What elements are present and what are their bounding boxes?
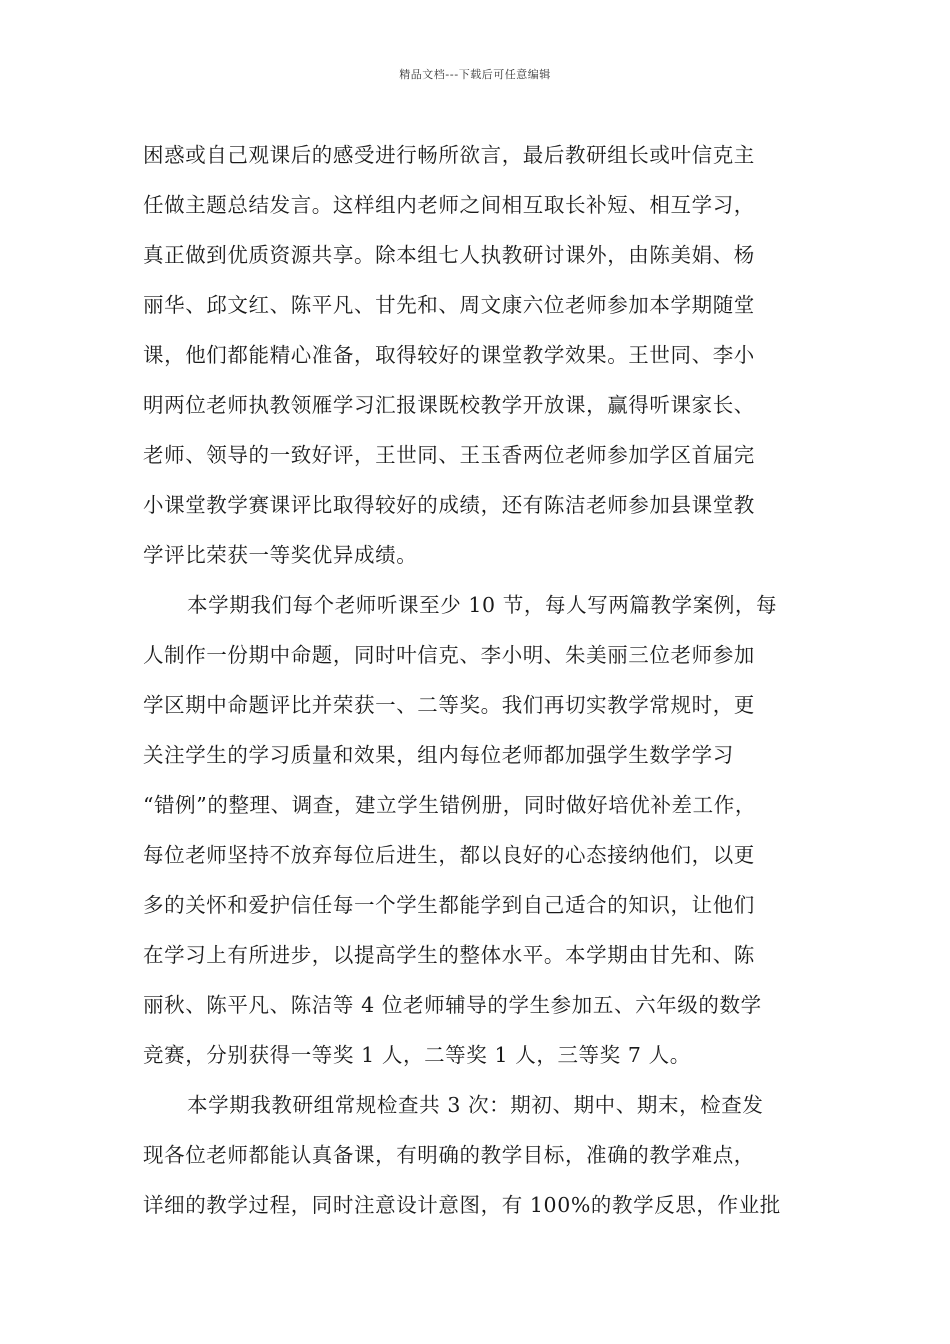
text-line: 丽华、邱文红、陈平凡、甘先和、周文康六位老师参加本学期随堂 [143,293,755,317]
text-line: 学区期中命题评比并荣获一、二等奖。我们再切实教学常规时，更 [143,693,755,717]
text-line: 丽秋、陈平凡、陈洁等 4 位老师辅导的学生参加五、六年级的数学 [143,993,762,1017]
text-line: “错例”的整理、调查，建立学生错例册，同时做好培优补差工作， [143,793,756,817]
text-line: 本学期我教研组常规检查共 3 次：期初、期中、期末，检查发 [187,1093,764,1117]
text-line: 老师、领导的一致好评，王世同、王玉香两位老师参加学区首届完 [143,443,755,467]
text-line: 详细的教学过程，同时注意设计意图，有 100%的教学反思，作业批 [143,1193,781,1217]
text-line: 明两位老师执教领雁学习汇报课既校教学开放课，赢得听课家长、 [143,393,755,417]
page-header: 精品文档---下载后可任意编辑 [399,68,551,81]
text-line: 小课堂教学赛课评比取得较好的成绩，还有陈洁老师参加县课堂教 [143,493,755,517]
text-line: 真正做到优质资源共享。除本组七人执教研讨课外，由陈美娟、杨 [143,243,755,267]
text-line: 课，他们都能精心准备，取得较好的课堂教学效果。王世同、李小 [143,343,755,367]
paragraph-2 [143,580,823,1080]
text-line: 在学习上有所进步，以提高学生的整体水平。本学期由甘先和、陈 [143,943,755,967]
text-line: 困惑或自己观课后的感受进行畅所欲言，最后教研组长或叶信克主 [143,143,755,167]
text-line: 任做主题总结发言。这样组内老师之间相互取长补短、相互学习， [143,193,755,217]
text-line: 关注学生的学习质量和效果，组内每位老师都加强学生数学学习 [143,743,734,767]
text-line: 人制作一份期中命题，同时叶信克、李小明、朱美丽三位老师参加 [143,643,755,667]
text-line: 本学期我们每个老师听课至少 10 节，每人写两篇教学案例，每 [187,593,778,617]
text-line: 学评比荣获一等奖优异成绩。 [143,543,418,567]
paragraph-1 [143,130,823,580]
text-line: 多的关怀和爱护信任每一个学生都能学到自己适合的知识，让他们 [143,893,755,917]
document-body [143,130,823,1230]
text-line: 竞赛，分别获得一等奖 1 人，二等奖 1 人，三等奖 7 人。 [143,1043,691,1067]
paragraph-3 [143,1080,823,1230]
text-line: 每位老师坚持不放弃每位后进生，都以良好的心态接纳他们，以更 [143,843,755,867]
text-line: 现各位老师都能认真备课，有明确的教学目标，准确的教学难点， [143,1143,755,1167]
